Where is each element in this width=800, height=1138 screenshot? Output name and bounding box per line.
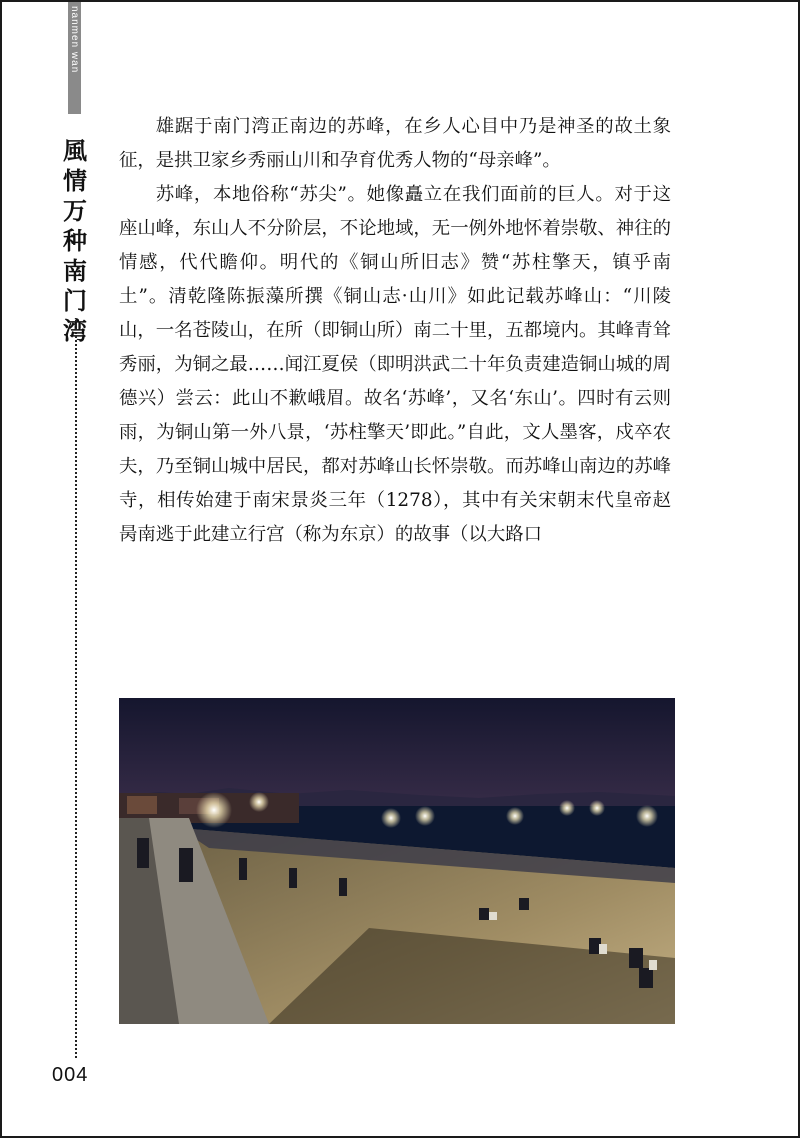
- side-tab-text: nanmen wan: [69, 6, 80, 74]
- photo-illustration: [119, 698, 675, 1024]
- side-title-char: 湾: [63, 316, 87, 345]
- paragraph: 苏峰，本地俗称“苏尖”。她像矗立在我们面前的巨人。对于这座山峰，东山人不分阶层，不论地域，无一例外地怀着崇敬、神往的情感，代代瞻仰。明代的《铜山所旧志》赞“苏柱擎天，镇乎南土”。清乾隆陈振藻所撰《铜山志·山川》如此记载苏峰山：“川陵山，一名苍陵山，在所（即铜山所）南二十里，五都境内。其峰青耸秀丽，为铜之最……闻江夏侯（即明洪武二十年负责建造铜山城的周德兴）尝云：此山不歉峨眉。故名‘苏峰’，又名‘东山’。四时有云则雨，为铜山第一外八景，‘苏柱擎天’即此。”自此，文人墨客，戍卒农夫，乃至铜山城中居民，都对苏峰山长怀崇敬。而苏峰山南边的苏峰寺，相传始建于南宋景炎三年（1278），其中有关宋朝末代皇帝赵昺南逃于此建立行宫（称为东京）的故事（以大路口: [119, 184, 671, 545]
- body-text: [119, 110, 671, 552]
- dotted-divider: [75, 320, 77, 1058]
- side-title-char: 南: [63, 256, 87, 285]
- night-beach-photo: [119, 698, 675, 1024]
- side-title-char: 门: [63, 286, 87, 315]
- side-title-char: 風: [63, 136, 87, 165]
- page-number: 004: [52, 1064, 89, 1086]
- paragraph: 雄踞于南门湾正南边的苏峰，在乡人心目中乃是神圣的故土象征，是拱卫家乡秀丽山川和孕育优秀人物的“母亲峰”。: [119, 116, 671, 171]
- side-title-char: 万: [63, 196, 87, 225]
- side-tab: [68, 2, 81, 114]
- side-title-char: 种: [63, 226, 87, 255]
- side-title-char: 情: [63, 166, 87, 195]
- chapter-side-title: [60, 136, 90, 346]
